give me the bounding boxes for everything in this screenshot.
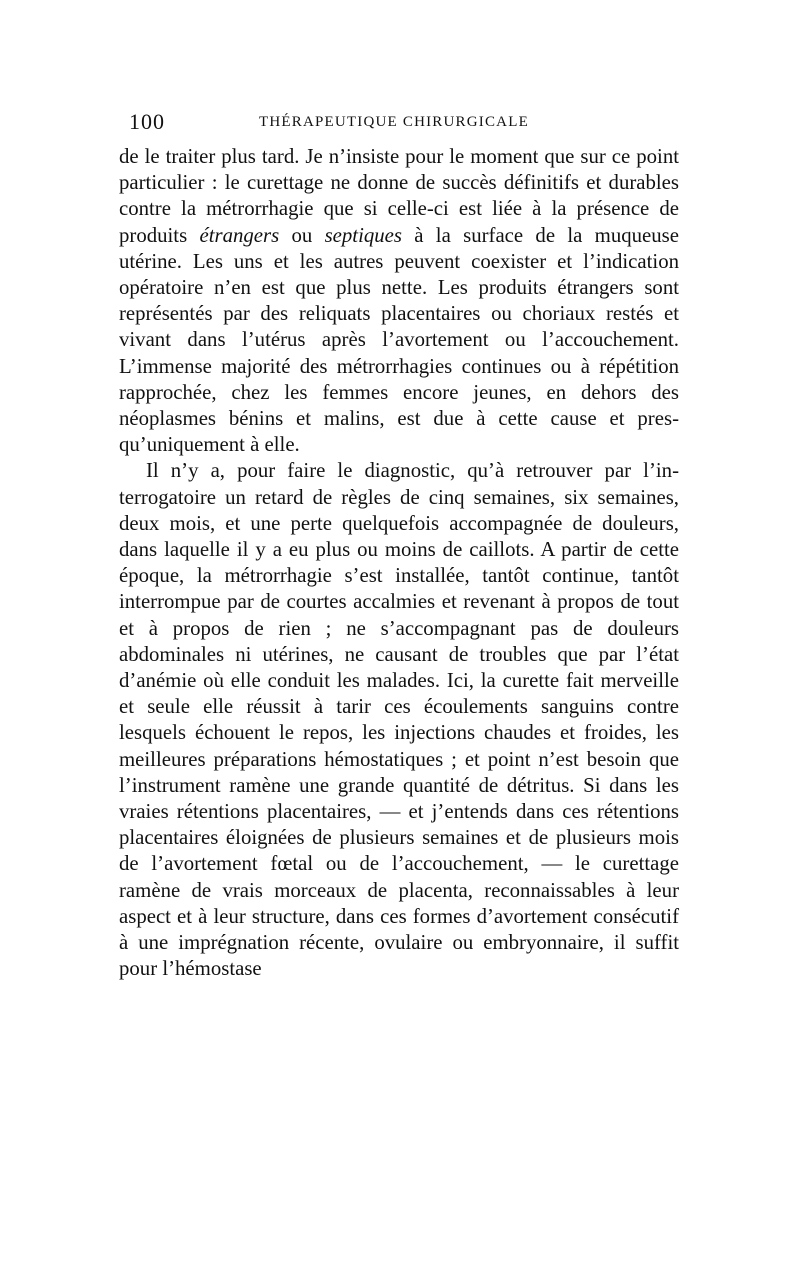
running-title: THÉRAPEUTIQUE CHIRURGICALE <box>259 114 529 130</box>
page-header <box>119 109 679 138</box>
italic-term: septiques <box>324 223 402 247</box>
paragraph-diagnostic: Il n’y a, pour faire le diagnostic, qu’à retrouver par l’interrogatoire un retard de règles de cinq semaines, six semaines, deux mois, et une perte quelquefois accompagnée de douleurs, dans laquelle il y a eu plus ou moins de caillots. A partir de cette époque, la métrorrhagie s’est installée, tantôt continue, tantôt interrompue par de courtes accalmies et revenant à propos de tout et à propos de rien ; ne s’accompagnant pas de douleurs abdominales ni utérines, ne causant de troubles que par l’état d’anémie où elle conduit les malades. Ici, la curette fait merveille et seule elle réussit à tarir ces écoulements sanguins contre lesquels échouent le repos, les injections chaudes et froides, les meilleures préparations hémostatiques ; et point n’est besoin que l’instrument ramène une grande quantité de détritus. Si dans les vraies rétentions placentaires, — et j’entends dans ces rétentions placentaires éloignées de plusieurs semaines et de plusieurs mois de l’avortement fœtal ou de l’accouchement, — le curettage ramène de vrais morceaux de placenta, reconnaissables à leur aspect et à leur structure, dans ces formes d’avortement consécutif à une imprégnation récente, ovulaire ou embryonnaire, il suffit pour l’hémostase <box>119 459 679 981</box>
page-number: 100 <box>129 109 165 134</box>
book-page <box>119 109 679 983</box>
paragraph-text: à la surface de la muqueuse utérine. Les uns et les autres peuvent coexister et l’indication opératoire n’en est que plus nette. Les produits étrangers sont représentés par des reliquats placentaires ou choriaux restés et vivant dans l’utérus après l’avortement ou l’accouchement. L’immense majorité des métrorrhagies continues ou à répétition rapprochée, chez les femmes encore jeunes, en dehors des néoplasmes bénins et malins, est due à cette cause et presqu’uniquement à elle. <box>119 223 679 457</box>
paragraph-text: de le traiter plus tard. Je n’insiste pour le moment que sur ce point particulier : le curettage ne donne de succès définitifs et durables contre la métrorrhagie que si celle-ci est liée à la présence de produits <box>119 145 679 247</box>
paragraph-continuation <box>119 144 679 458</box>
italic-term: étrangers <box>199 223 280 247</box>
paragraph-text: ou <box>279 223 325 247</box>
